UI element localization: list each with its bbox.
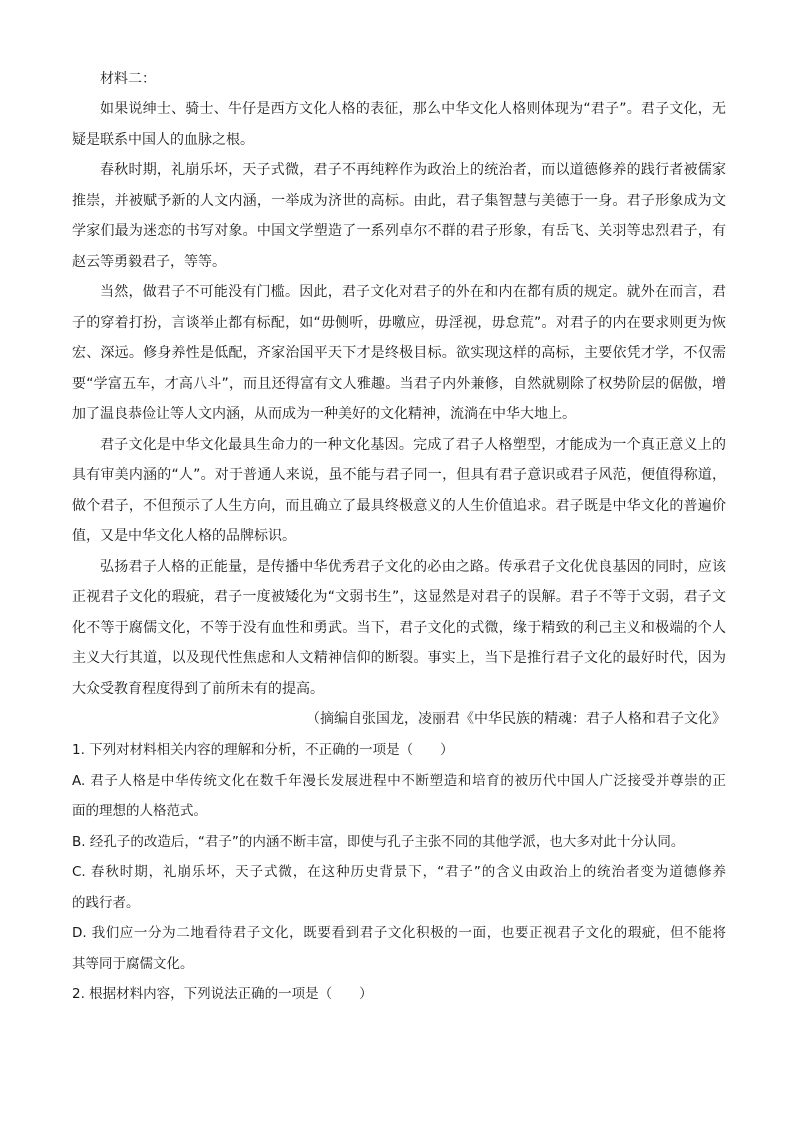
body-paragraph (72, 277, 726, 430)
option-c (72, 857, 726, 918)
paragraph-line: 学家们最为迷恋的书写对象。中国文学塑造了一系列卓尔不群的君子形象，有岳飞、关羽等忠烈君子，有 (72, 223, 726, 239)
option-a (72, 766, 726, 827)
paragraph-line: 主义大行其道，以及现代性焦虑和人文精神信仰的断裂。事实上，当下是推行君子文化的最好时代，因为 (72, 650, 726, 666)
paragraph-line: 加了温良恭俭让等人文内涵，从而成为一种美好的文化精神，流淌在中华大地上。 (72, 406, 576, 422)
paragraph-line: 疑是联系中国人的血脉之根。 (72, 131, 254, 148)
paragraph-line: 正视君子文化的瑕疵，君子一度被矮化为“文弱书生”，这显然是对君子的误解。君子不等于文弱，君子文 (72, 589, 726, 605)
paragraph-line: 弘扬君子人格的正能量，是传播中华优秀君子文化的必由之路。传承君子文化优良基因的同时，应该 (100, 558, 726, 575)
paragraph-line: 春秋时期，礼崩乐坏，天子式微，君子不再纯粹作为政治上的统治者，而以道德修养的践行者被儒家 (100, 162, 726, 178)
option-line: B. 经孔子的改造后，“君子”的内涵不断丰富，即使与孔子主张不同的其他学派，也大多对此十分认同。 (72, 833, 685, 850)
paragraph-line: 值，又是中华文化人格的品牌标识。 (72, 528, 296, 544)
paragraph-line: 赵云等勇毅君子，等等。 (72, 253, 226, 270)
question-stem: 1. 下列对材料相关内容的理解和分析，不正确的一项是（ ） (72, 742, 454, 758)
paragraph-line: 推崇，并被赋予新的人文内涵，一举成为济世的高标。由此，君子集智慧与美德于一身。君子形象成为文 (72, 192, 726, 209)
material-heading: 材料二： (100, 71, 156, 87)
paragraph-line: 要“学富五车，才高八斗”，而且还得富有文人雅趣。当君子内外兼修，自然就剔除了权势阶层的倨傲，增 (72, 375, 726, 392)
paragraph-line: 宏、深远。修身养性是低配，齐家治国平天下才是终极目标。欲实现这样的高标，主要依凭才学，不仅需 (72, 345, 726, 361)
option-line: D. 我们应一分为二地看待君子文化，既要看到君子文化积极的一面，也要正视君子文化的瑕疵，但不能将 (72, 925, 726, 941)
body-paragraph (72, 94, 726, 155)
paragraph-line: 当然，做君子不可能没有门槛。因此，君子文化对君子的外在和内在都有质的规定。就外在而言，君 (100, 284, 726, 300)
paragraph-line: 子的穿着打扮，言谈举止都有标配，如“毋侧听，毋噭应，毋淫视，毋怠荒”。对君子的内在要求则更为恢 (72, 314, 726, 331)
paragraph-line: 做个君子，不但预示了人生方向，而且确立了最具终极意义的人生价值追求。君子既是中华文化的普遍价 (72, 497, 726, 514)
body-paragraph (72, 430, 726, 552)
source-citation: （摘编自张国龙，凌丽君《中华民族的精魂：君子人格和君子文化》 (306, 711, 726, 727)
option-line: C. 春秋时期，礼崩乐坏，天子式微，在这种历史背景下，“君子”的含义由政治上的统治者变为道德修养 (72, 864, 726, 880)
paragraph-line: 大众受教育程度得到了前所未有的提高。 (72, 680, 324, 697)
option-line: A. 君子人格是中华传统文化在数千年漫长发展进程中不断塑造和培育的被历代中国人广泛接受并尊崇的正 (72, 772, 726, 789)
option-line: 面的理想的人格范式。 (72, 803, 207, 819)
option-line: 其等同于腐儒文化。 (72, 955, 194, 972)
paragraph-line: 如果说绅士、骑士、牛仔是西方文化人格的表征，那么中华文化人格则体现为“君子”。君子文化，无 (100, 101, 726, 117)
option-d (72, 918, 726, 979)
question-1 (72, 735, 726, 979)
body-paragraph (72, 552, 726, 705)
question-stem: 2. 根据材料内容，下列说法正确的一项是（ ） (72, 986, 373, 1002)
option-b (72, 827, 726, 858)
question-2 (72, 979, 726, 1010)
paragraph-line: 化不等于腐儒文化，不等于没有血性和勇武。当下，君子文化的式微，缘于精致的利己主义和极端的个人 (72, 619, 726, 636)
paragraph-line: 君子文化是中华文化最具生命力的一种文化基因。完成了君子人格塑型，才能成为一个真正意义上的 (100, 436, 726, 453)
paragraph-line: 具有审美内涵的“人”。对于普通人来说，虽不能与君子同一，但具有君子意识或君子风范，便值得称道， (72, 467, 726, 483)
option-line: 的践行者。 (72, 894, 140, 911)
body-paragraph (72, 155, 726, 277)
